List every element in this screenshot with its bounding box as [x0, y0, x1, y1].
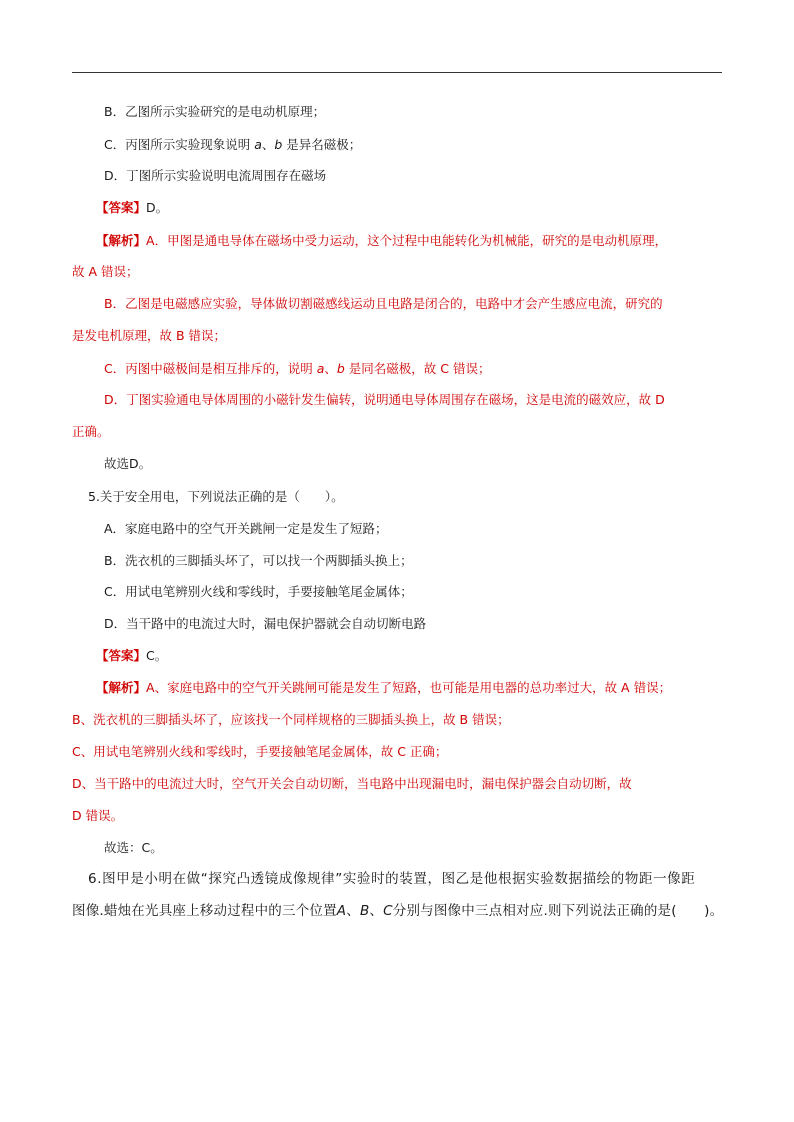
q6-sep-1: 、 [346, 903, 360, 919]
q5-analysis-label: 【解析】 [96, 680, 147, 695]
q4-analysis-a-2: 故 A 错误； [72, 264, 139, 279]
q4-analysis-d-1: D．丁图实验通电导体周围的小磁针发生偏转，说明通电导体周围存在磁场，这是电流的磁效应，故 D [104, 392, 665, 407]
q6-stem-line-2 [72, 903, 723, 919]
q4-analysis-c-var-b: b [336, 361, 345, 376]
q4-analysis-b-1: B．乙图是电磁感应实验，导体做切割磁感线运动且电路是闭合的，电路中才会产生感应电流，研究的 [104, 296, 663, 311]
q6-sep-2: 、 [369, 903, 384, 919]
q6-position-b: B [359, 903, 370, 919]
q5-stem: 5.关于安全用电，下列说法正确的是（ ）。 [88, 489, 344, 504]
q4-option-c-sep: 、 [261, 137, 275, 152]
q6-position-a: A [336, 903, 347, 919]
q4-option-d: D．丁图所示实验说明电流周围存在磁场 [104, 168, 327, 183]
q6-stem-line-1: 6.图甲是小明在做“探究凸透镜成像规律”实验时的装置，图乙是他根据实验数据描绘的物距一像距 [88, 871, 696, 887]
q6-stem-line-2-tail: 分别与图像中三点相对应.则下列说法正确的是( )。 [392, 903, 724, 919]
q4-option-b: B．乙图所示实验研究的是电动机原理； [104, 104, 326, 119]
q5-option-c: C．用试电笔辨别火线和零线时，手要接触笔尾金属体； [104, 584, 413, 599]
q4-conclusion: 故选D。 [104, 456, 152, 471]
q4-analysis-c-var-a: a [316, 361, 325, 376]
q4-analysis-c-text: C．丙图中磁极间是相互排斥的，说明 [104, 361, 317, 376]
q4-option-c-var-a: a [254, 137, 262, 152]
q4-analysis-c-sep: 、 [324, 361, 337, 376]
q4-answer-value: D。 [146, 200, 169, 215]
q5-option-a: A．家庭电路中的空气开关跳闸一定是发生了短路； [104, 521, 388, 536]
q4-option-c-text: C．丙图所示实验现象说明 [104, 137, 255, 152]
q4-analysis-c-tail: 是同名磁极，故 C 错误； [344, 361, 491, 376]
q5-analysis-a-text: A、家庭电路中的空气开关跳闸可能是发生了短路，也可能是用电器的总功率过大，故 A 错误； [146, 680, 672, 695]
q4-answer [96, 200, 168, 216]
q4-option-c-var-b: b [274, 137, 283, 152]
q4-answer-label: 【答案】 [96, 200, 147, 215]
q5-option-d: D．当干路中的电流过大时，漏电保护器就会自动切断电路 [104, 616, 427, 631]
q5-answer-value: C。 [146, 648, 168, 663]
q5-analysis-d-1: D、当干路中的电流过大时，空气开关会自动切断，当电路中出现漏电时，漏电保护器会自动切断，故 [72, 776, 632, 791]
q4-analysis-c [104, 361, 490, 377]
q6-stem-line-2-text: 图像.蜡烛在光具座上移动过程中的三个位置 [72, 903, 337, 919]
q4-option-c-tail: 是异名磁极； [282, 137, 362, 152]
q5-analysis-a [96, 680, 671, 696]
q5-answer [96, 648, 167, 664]
q4-analysis-b-2: 是发电机原理，故 B 错误； [72, 328, 227, 343]
q5-analysis-b: B、洗衣机的三脚插头坏了，应该找一个同样规格的三脚插头换上，故 B 错误； [72, 712, 510, 727]
q5-conclusion: 故选：C。 [104, 840, 163, 855]
q4-analysis-a-1 [96, 233, 667, 249]
q4-option-c [104, 137, 361, 153]
q6-position-c: C [383, 903, 393, 919]
header-rule [72, 72, 722, 73]
q4-analysis-d-2: 正确。 [72, 424, 110, 439]
q4-analysis-a-text: A．甲图是通电导体在磁场中受力运动，这个过程中电能转化为机械能，研究的是电动机原理， [146, 233, 668, 248]
q5-analysis-d-2: D 错误。 [72, 808, 124, 823]
q4-analysis-label: 【解析】 [96, 233, 147, 248]
q5-answer-label: 【答案】 [96, 648, 147, 663]
q5-option-b: B．洗衣机的三脚插头坏了，可以找一个两脚插头换上； [104, 553, 413, 568]
q5-analysis-c: C、用试电笔辨别火线和零线时，手要接触笔尾金属体，故 C 正确； [72, 744, 448, 759]
